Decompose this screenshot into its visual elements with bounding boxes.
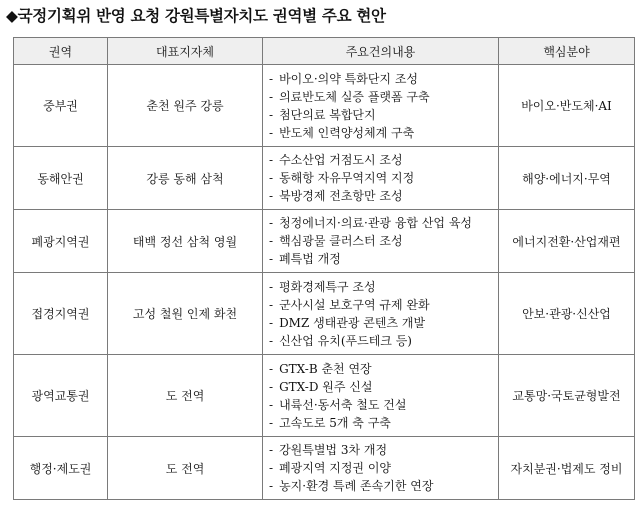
- item-text: 핵심광물 클러스터 조성: [279, 234, 403, 248]
- items-cell: [263, 273, 499, 355]
- item-text: DMZ 생태관광 콘텐츠 개발: [279, 315, 426, 330]
- header-field: 핵심분야: [499, 38, 635, 65]
- item-text: 내륙선·동서축 철도 건설: [279, 397, 407, 412]
- items-cell: [263, 437, 499, 500]
- item-text: 수소산업 거점도시 조성: [279, 153, 403, 167]
- list-item: [269, 88, 494, 106]
- list-item: [269, 232, 494, 250]
- table-header-row: [14, 38, 635, 65]
- region-cell: 폐광지역권: [14, 210, 108, 273]
- item-text: 농지·환경 특례 존속기한 연장: [279, 479, 434, 493]
- field-cell: 교통망·국토균형발전: [499, 355, 635, 437]
- region-cell: 동해안권: [14, 147, 108, 210]
- dash-marker: -: [269, 89, 274, 104]
- item-text: 반도체 인력양성체계 구축: [279, 125, 415, 140]
- item-text: 첨단의료 복합단지: [279, 107, 376, 122]
- table-row: [14, 210, 635, 273]
- cities-cell: 춘천 원주 강릉: [108, 65, 263, 147]
- list-item: [269, 296, 494, 314]
- list-item: [269, 477, 494, 495]
- list-item: [269, 151, 494, 169]
- list-item: [269, 414, 494, 432]
- cities-cell: 강릉 동해 삼척: [108, 147, 263, 210]
- list-item: [269, 70, 494, 88]
- cities-cell: 도 전역: [108, 437, 263, 500]
- dash-marker: -: [269, 153, 274, 167]
- header-items: 주요건의내용: [263, 38, 499, 65]
- dash-marker: -: [269, 479, 274, 493]
- item-text: 강원특별법 3차 개정: [279, 443, 388, 457]
- dash-marker: -: [269, 415, 274, 430]
- dash-marker: -: [269, 189, 274, 203]
- dash-marker: -: [269, 297, 274, 312]
- page-title: ◆국정기획위 반영 요청 강원특별자치도 권역별 주요 현안: [6, 7, 386, 25]
- dash-marker: -: [269, 216, 274, 230]
- cities-cell: 태백 정선 삼척 영월: [108, 210, 263, 273]
- dash-marker: -: [269, 461, 274, 475]
- region-cell: 행정·제도권: [14, 437, 108, 500]
- table-row: [14, 355, 635, 437]
- field-cell: 에너지전환·산업재편: [499, 210, 635, 273]
- items-cell: [263, 355, 499, 437]
- item-text: GTX-B 춘천 연장: [279, 361, 372, 376]
- items-cell: [263, 210, 499, 273]
- list-item: [269, 332, 494, 350]
- item-text: 평화경제특구 조성: [279, 279, 376, 294]
- field-cell: 바이오·반도체·AI: [499, 65, 635, 147]
- dash-marker: -: [269, 234, 274, 248]
- item-text: 폐광지역 지정권 이양: [279, 461, 392, 475]
- items-cell: [263, 65, 499, 147]
- list-item: [269, 378, 494, 396]
- table-row: [14, 273, 635, 355]
- dash-marker: -: [269, 443, 274, 457]
- dash-marker: -: [269, 279, 274, 294]
- header-cities: 대표지자체: [108, 38, 263, 65]
- item-text: 신산업 유치(푸드테크 등): [279, 333, 412, 348]
- dash-marker: -: [269, 361, 274, 376]
- list-item: [269, 396, 494, 414]
- items-cell: [263, 147, 499, 210]
- table-row: [14, 147, 635, 210]
- dash-marker: -: [269, 333, 274, 348]
- list-item: [269, 278, 494, 296]
- region-cell: 광역교통권: [14, 355, 108, 437]
- list-item: [269, 360, 494, 378]
- field-cell: 해양·에너지·무역: [499, 147, 635, 210]
- item-text: GTX-D 원주 신설: [279, 379, 373, 394]
- dash-marker: -: [269, 107, 274, 122]
- region-cell: 접경지역권: [14, 273, 108, 355]
- list-item: [269, 169, 494, 187]
- dash-marker: -: [269, 315, 274, 330]
- item-text: 동해항 자유무역지역 지정: [279, 171, 415, 185]
- dash-marker: -: [269, 71, 274, 86]
- table-row: [14, 437, 635, 500]
- dash-marker: -: [269, 171, 274, 185]
- item-text: 북방경제 전초항만 조성: [279, 189, 403, 203]
- list-item: [269, 459, 494, 477]
- issues-table: [13, 37, 635, 500]
- item-text: 의료반도체 실증 플랫폼 구축: [279, 89, 430, 104]
- region-cell: 중부권: [14, 65, 108, 147]
- item-text: 바이오·의약 특화단지 조성: [279, 71, 419, 86]
- list-item: [269, 124, 494, 142]
- item-text: 고속도로 5개 축 구축: [279, 415, 391, 430]
- item-text: 군사시설 보호구역 규제 완화: [279, 297, 430, 312]
- list-item: [269, 106, 494, 124]
- header-region: 권역: [14, 38, 108, 65]
- field-cell: 자치분권·법제도 정비: [499, 437, 635, 500]
- field-cell: 안보·관광·신산업: [499, 273, 635, 355]
- item-text: 청정에너지·의료·관광 융합 산업 육성: [279, 216, 473, 230]
- list-item: [269, 187, 494, 205]
- list-item: [269, 314, 494, 332]
- list-item: [269, 250, 494, 268]
- dash-marker: -: [269, 397, 274, 412]
- dash-marker: -: [269, 252, 274, 266]
- dash-marker: -: [269, 379, 274, 394]
- table-row: [14, 65, 635, 147]
- cities-cell: 고성 철원 인제 화천: [108, 273, 263, 355]
- list-item: [269, 214, 494, 232]
- list-item: [269, 441, 494, 459]
- dash-marker: -: [269, 125, 274, 140]
- item-text: 폐특법 개정: [279, 252, 341, 266]
- cities-cell: 도 전역: [108, 355, 263, 437]
